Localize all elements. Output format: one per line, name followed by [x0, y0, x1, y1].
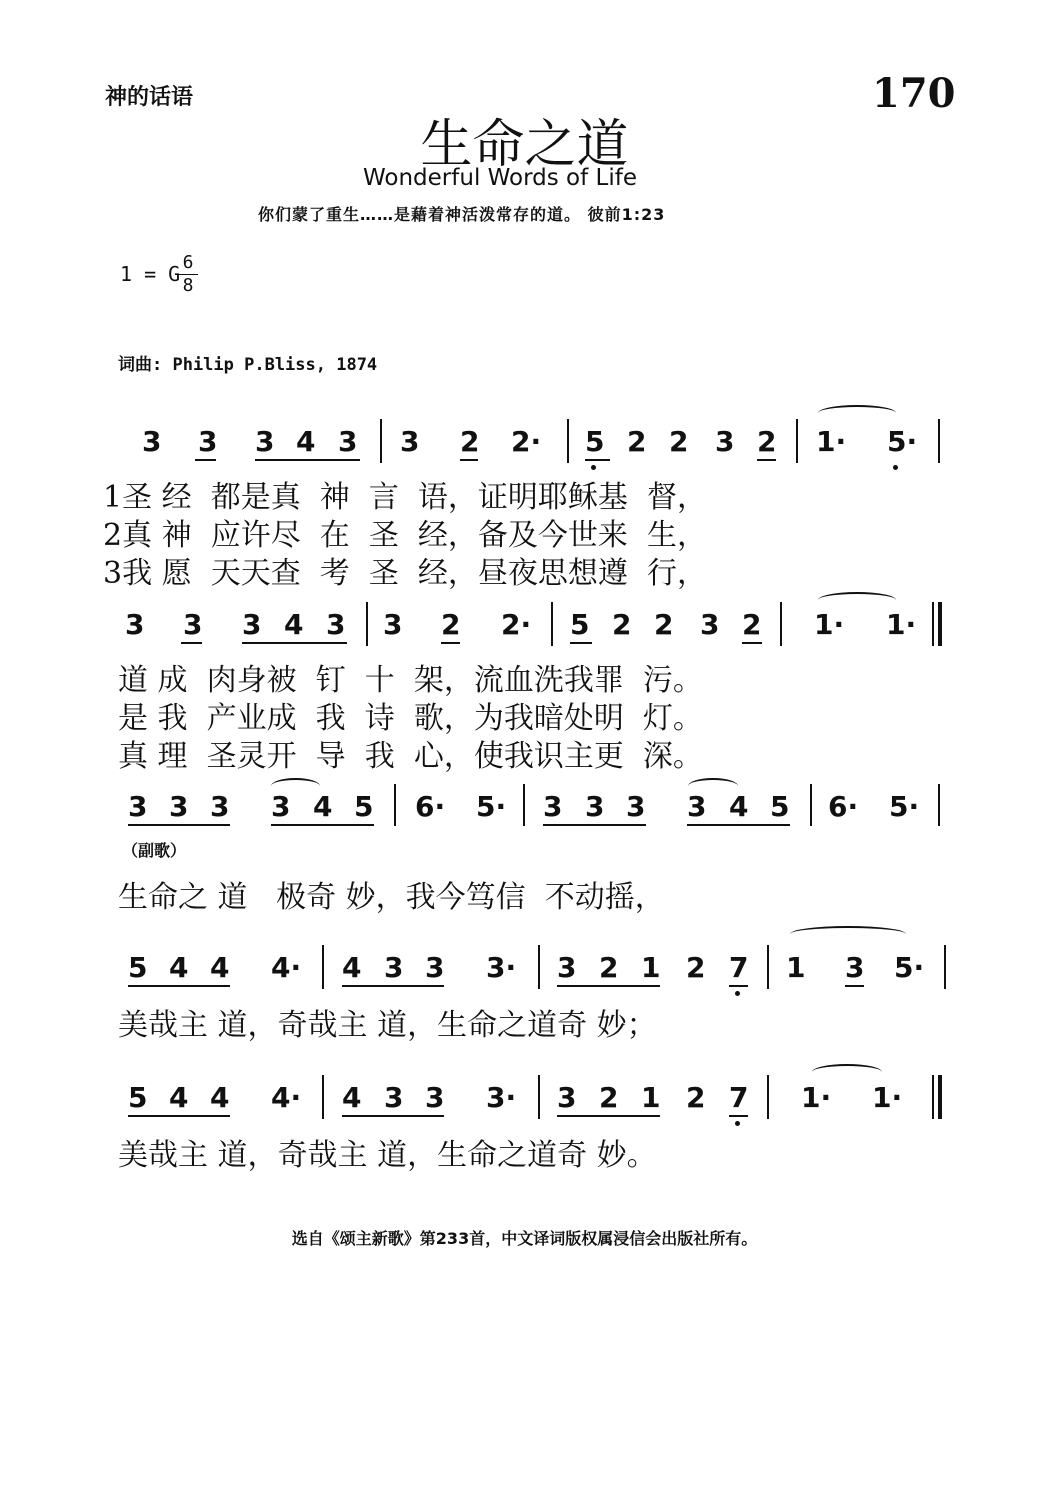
note: 3 — [543, 790, 563, 823]
barline — [780, 602, 782, 646]
note: 2 — [599, 1081, 619, 1114]
barline — [394, 784, 396, 826]
note: 2 — [686, 1081, 706, 1114]
underline — [181, 642, 202, 644]
note: 3 — [383, 608, 403, 641]
note: 3 — [183, 608, 203, 641]
note: 1 — [641, 1081, 661, 1114]
lyric-line: 道 成 肉身被 钉 十 架，流血洗我罪 污。 — [118, 663, 703, 698]
note: 3 — [626, 790, 646, 823]
note: 7 — [729, 1081, 749, 1114]
note: 6· — [415, 790, 446, 823]
note: 3 — [169, 790, 189, 823]
note: 3 — [384, 1081, 404, 1114]
underline — [441, 642, 460, 644]
lyric-line: 美哉主 道，奇哉主 道，生命之道奇 妙。 — [118, 1138, 657, 1173]
note: 1 — [786, 951, 806, 984]
note: 4· — [271, 1081, 302, 1114]
slur — [818, 592, 896, 608]
underline — [757, 459, 776, 461]
note: 2 — [757, 425, 777, 458]
underline — [557, 985, 660, 987]
author-credit: 词曲: Philip P.Bliss, 1874 — [118, 355, 378, 375]
final-barline — [938, 602, 942, 646]
note: 3 — [400, 425, 420, 458]
note: 3 — [242, 608, 262, 641]
note: 4 — [342, 1081, 362, 1114]
note: 4 — [342, 951, 362, 984]
note: 2· — [511, 425, 542, 458]
note: 3 — [687, 790, 707, 823]
note: 5 — [770, 790, 790, 823]
underline — [128, 1115, 230, 1117]
barline — [932, 1075, 934, 1119]
note: 7 — [729, 951, 749, 984]
slur — [271, 778, 320, 794]
note: 3· — [486, 951, 517, 984]
note: 2 — [612, 608, 632, 641]
octave-dot — [735, 991, 740, 996]
note: 1· — [872, 1081, 903, 1114]
note: 4 — [296, 425, 316, 458]
hymn-title: 生命之道 — [420, 115, 629, 175]
note: 3 — [700, 608, 720, 641]
note: 5 — [585, 425, 605, 458]
underline — [255, 459, 360, 461]
note: 6· — [828, 790, 859, 823]
hymn-subtitle: Wonderful Words of Life — [363, 165, 637, 191]
note: 3 — [326, 608, 346, 641]
barline — [944, 945, 946, 989]
note: 5· — [894, 951, 925, 984]
barline — [567, 419, 569, 463]
barline — [938, 419, 940, 463]
key-signature — [120, 252, 194, 296]
lyric-line: 美哉主 道，奇哉主 道，生命之道奇 妙； — [118, 1008, 657, 1043]
underline — [342, 985, 444, 987]
note: 1 — [641, 951, 661, 984]
lyric-line: 真 理 圣灵开 导 我 心，使我识主更 深。 — [118, 739, 703, 774]
note: 3 — [255, 425, 275, 458]
hymn-number: 170 — [872, 70, 956, 117]
note: 3 — [585, 790, 605, 823]
lyric-line: 1圣 经 都是真 神 言 语，证明耶稣基 督， — [103, 480, 707, 515]
underline — [687, 824, 790, 826]
note: 1· — [801, 1081, 832, 1114]
barline — [380, 419, 382, 463]
barline — [938, 784, 940, 826]
underline — [271, 824, 374, 826]
lyric-line: 是 我 产业成 我 诗 歌，为我暗处明 灯。 — [118, 701, 703, 736]
barline — [366, 602, 368, 646]
note: 2 — [654, 608, 674, 641]
note: 3 — [142, 425, 162, 458]
note: 4 — [284, 608, 304, 641]
note: 2· — [501, 608, 532, 641]
note: 4 — [210, 951, 230, 984]
underline — [195, 459, 216, 461]
barline — [767, 945, 769, 989]
time-signature — [178, 252, 198, 297]
slur — [818, 405, 896, 421]
barline — [322, 1075, 324, 1119]
note: 5 — [128, 951, 148, 984]
note: 2 — [742, 608, 762, 641]
note: 3 — [198, 425, 218, 458]
lyric-line: 生命之 道 极奇 妙，我今笃信 不动摇， — [118, 880, 665, 915]
octave-dot — [893, 465, 898, 470]
note: 1· — [886, 608, 917, 641]
note: 2 — [441, 608, 461, 641]
octave-dot — [735, 1121, 740, 1126]
underline — [128, 824, 230, 826]
scripture-verse: 你们蒙了重生……是藉着神活泼常存的道。 彼前1:23 — [258, 205, 666, 224]
note: 3 — [425, 951, 445, 984]
underline — [557, 1115, 660, 1117]
note: 4 — [169, 951, 189, 984]
note: 5 — [128, 1081, 148, 1114]
barline — [810, 784, 812, 826]
note: 4 — [729, 790, 749, 823]
barline — [767, 1075, 769, 1119]
barline — [796, 419, 798, 463]
lyric-line: 3我 愿 天天查 考 圣 经，昼夜思想遵 行， — [103, 556, 707, 591]
note: 2 — [460, 425, 480, 458]
note: 2 — [686, 951, 706, 984]
time-top: 6 — [182, 252, 194, 273]
underline — [570, 642, 592, 644]
barline — [322, 945, 324, 989]
slur — [812, 1064, 882, 1080]
refrain-label: （副歌） — [122, 841, 187, 860]
note: 1· — [814, 608, 845, 641]
barline — [538, 1075, 540, 1119]
note: 3 — [557, 1081, 577, 1114]
note: 3 — [271, 790, 291, 823]
note: 4 — [313, 790, 333, 823]
note: 3 — [715, 425, 735, 458]
note: 3· — [486, 1081, 517, 1114]
underline — [729, 1115, 748, 1117]
note: 2 — [599, 951, 619, 984]
barline — [551, 602, 553, 646]
underline — [729, 985, 748, 987]
category-label: 神的话语 — [105, 84, 194, 110]
time-bottom: 8 — [178, 274, 198, 297]
note: 3 — [845, 951, 865, 984]
lyric-line: 2真 神 应许尽 在 圣 经，备及今世来 生， — [103, 518, 707, 553]
underline — [742, 642, 762, 644]
underline — [460, 459, 478, 461]
underline — [342, 1115, 444, 1117]
underline — [845, 985, 864, 987]
note: 5 — [570, 608, 590, 641]
note: 2 — [669, 425, 689, 458]
note: 5· — [887, 425, 918, 458]
note: 1· — [816, 425, 847, 458]
note: 4 — [169, 1081, 189, 1114]
underline — [242, 642, 347, 644]
note: 4· — [271, 951, 302, 984]
final-barline — [938, 1075, 942, 1119]
slur — [688, 778, 738, 794]
note: 3 — [210, 790, 230, 823]
note: 5 — [354, 790, 374, 823]
note: 3 — [128, 790, 148, 823]
underline — [128, 985, 230, 987]
note: 5· — [889, 790, 920, 823]
note: 3 — [557, 951, 577, 984]
source-footnote: 选自《颂主新歌》第233首，中文译词版权属浸信会出版社所有。 — [291, 1229, 758, 1248]
barline — [538, 945, 540, 989]
note: 3 — [125, 608, 145, 641]
key-label: 1 = G — [120, 262, 181, 286]
barline — [932, 602, 934, 646]
underline — [543, 824, 646, 826]
note: 3 — [425, 1081, 445, 1114]
note: 2 — [627, 425, 647, 458]
underline — [585, 459, 610, 461]
barline — [523, 784, 525, 826]
note: 3 — [384, 951, 404, 984]
note: 3 — [338, 425, 358, 458]
slur — [790, 926, 906, 942]
note: 5· — [476, 790, 507, 823]
note: 4 — [210, 1081, 230, 1114]
octave-dot — [591, 465, 596, 470]
